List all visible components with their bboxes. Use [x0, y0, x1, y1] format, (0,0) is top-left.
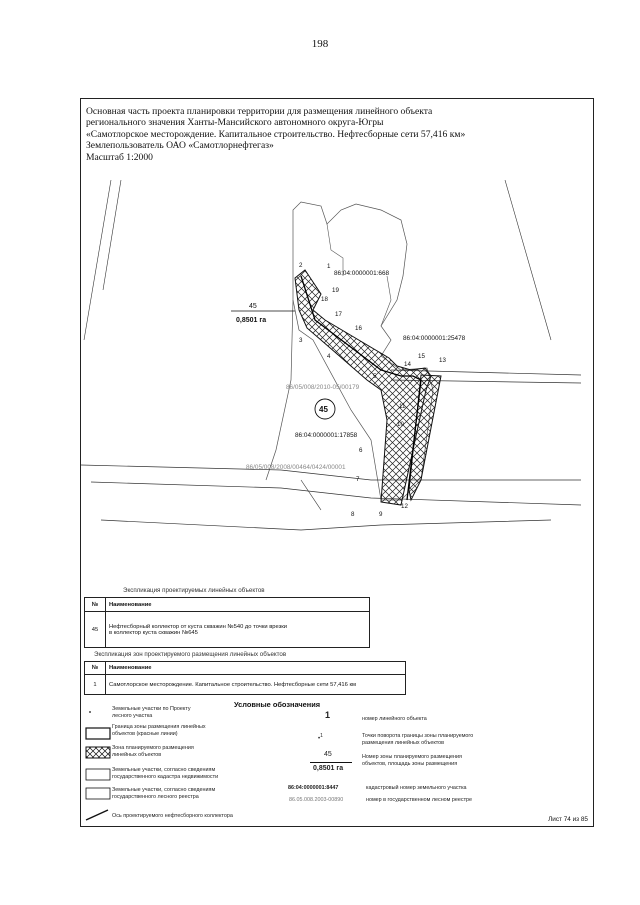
legend-text: Земельные участки по Проекту	[112, 706, 191, 712]
row-num: 45	[85, 612, 106, 648]
row-name-line: в коллектор куста скважин №645	[109, 629, 198, 636]
legend-item	[112, 787, 215, 800]
legend-text: объектов, площадь зоны размещения	[362, 760, 458, 767]
parcel-label: 86:04:0000001:25478	[403, 335, 466, 342]
road-line	[301, 480, 321, 510]
vertex-label: 4	[327, 353, 331, 360]
legend-text: кадастровый номер земельного участка	[366, 785, 467, 791]
legend-text: Земельные участки, согласно сведениям	[112, 767, 216, 773]
header-line: Землепользователь ОАО «Самотлорнефтегаз»	[86, 140, 274, 152]
legend-item	[112, 767, 218, 780]
row-name: Самотлорское месторождение. Капитальное строительство. Нефтесборные сети 57,416 км	[106, 675, 406, 695]
explication-objects-title: Экспликация проектируемых линейных объектов	[123, 587, 265, 594]
vertex-label: 13	[439, 357, 446, 364]
legend-text: номер в государственном лесном реестре	[366, 797, 473, 803]
legend-text: Земельные участки, согласно сведениям	[112, 787, 216, 793]
legend-text: размещения линейных объектов	[362, 739, 445, 746]
legend-symbol: 1	[325, 710, 331, 720]
zone-callout-area: 0,8501 га	[236, 317, 267, 324]
vertex-label: 11	[399, 403, 406, 410]
vertex-label: 17	[335, 311, 342, 318]
legend-symbol: •$^1$	[318, 733, 323, 742]
col-name: Наименование	[106, 662, 406, 675]
legend-text: лесного участка	[112, 712, 153, 719]
vertex-label: 1	[327, 263, 331, 270]
legend-text: Точки поворота границы зоны планируемого	[362, 733, 474, 739]
legend-symbol: 86:04:0000001:8447	[288, 785, 339, 791]
vertex-label: 18	[321, 296, 328, 303]
legend-text: Граница зоны размещения линейных	[112, 724, 206, 730]
vertex-label: 15	[418, 353, 425, 360]
col-name: Наименование	[106, 598, 370, 612]
legend-symbol: 45	[324, 751, 332, 758]
legend-text: объектов (красные линии)	[112, 730, 178, 737]
legend-callout-line	[310, 762, 352, 763]
vertex-label: 10	[397, 421, 404, 428]
legend-text: номер линейного объекта	[362, 716, 427, 722]
vertex-label: 5	[373, 373, 377, 380]
legend-item	[112, 724, 206, 737]
header-line: «Самотлорское месторождение. Капитальное строительство. Нефтесборные сети 57,416 км»	[86, 128, 466, 140]
road-line	[101, 520, 551, 530]
legend-symbol: 0,8501 га	[313, 765, 344, 772]
legend-item	[362, 733, 473, 746]
zone-callout-number: 45	[249, 303, 257, 310]
page-number: 198	[311, 38, 329, 50]
vertex-label: 3	[299, 337, 303, 344]
collector-axis-icon	[86, 810, 108, 820]
cadastre-parcel-icon	[86, 769, 110, 780]
row-name-line: Нефтесборный коллектор от куста скважин №540 до точки врезки	[109, 623, 288, 630]
sheet-number: Лист 74 из 85	[548, 816, 588, 823]
vertex-label: 9	[379, 511, 383, 518]
hatched-zone-icon	[86, 747, 110, 758]
road-line	[91, 482, 581, 505]
legend-text: Зона планируемого размещения	[112, 745, 194, 751]
row-name	[106, 612, 370, 648]
legend-text: линейных объектов	[112, 751, 162, 758]
legend-item	[112, 706, 191, 719]
map-line	[505, 180, 551, 340]
explication-zones-table	[84, 661, 406, 695]
legend-item	[112, 745, 194, 758]
dot-marker-icon	[89, 711, 91, 713]
legend-text: государственного лесного реестра	[112, 793, 199, 800]
forest-parcel-icon	[86, 788, 110, 799]
planning-map	[81, 180, 593, 575]
explication-objects-table	[84, 597, 370, 648]
legend-item	[362, 754, 462, 767]
vertex-label: 12	[401, 503, 408, 510]
legend-text: Ось проектируемого нефтесборного коллектора	[112, 813, 233, 819]
vertex-label: 7	[356, 476, 360, 483]
zone-number: 45	[319, 405, 328, 414]
vertex-label: 16	[355, 325, 362, 332]
map-line	[84, 180, 111, 340]
legend-symbol-index: 1	[320, 733, 323, 739]
parcel-label: 86:04:0000001:17858	[295, 432, 358, 439]
vertex-label: 14	[404, 361, 411, 368]
vertex-label: 6	[359, 447, 363, 454]
forest-parcel-label: 86/05/008/2008/00464/0424/00001	[246, 464, 346, 471]
col-num: №	[85, 598, 106, 612]
document-header	[86, 106, 465, 163]
vertex-label: 19	[332, 287, 339, 294]
legend-item	[112, 813, 233, 820]
vertex-label: 8	[351, 511, 355, 518]
parcel-label: 86:04:0000001:668	[334, 270, 390, 277]
zone-boundary-icon	[86, 728, 110, 739]
explication-zones-title: Экспликация зон проектируемого размещения линейных объектов	[94, 651, 287, 658]
legend-title: Условные обозначения	[234, 700, 321, 709]
row-num: 1	[85, 675, 106, 695]
scale-label: Масштаб 1:2000	[86, 151, 153, 163]
legend-text: Номер зоны планируемого размещения	[362, 754, 462, 760]
header-line: регионального значения Ханты-Мансийского автономного округа-Югры	[86, 117, 384, 129]
col-num: №	[85, 662, 106, 675]
forest-parcel-label: 86/05/008/2010-05/00179	[286, 384, 360, 391]
legend-symbol: 86.05.008.2003-00890	[289, 797, 344, 803]
vertex-label: 2	[299, 262, 303, 269]
legend-text: государственного кадастра недвижимости	[112, 773, 219, 780]
map-line	[103, 180, 121, 290]
header-line: Основная часть проекта планировки территории для размещения линейного объекта	[86, 106, 433, 117]
